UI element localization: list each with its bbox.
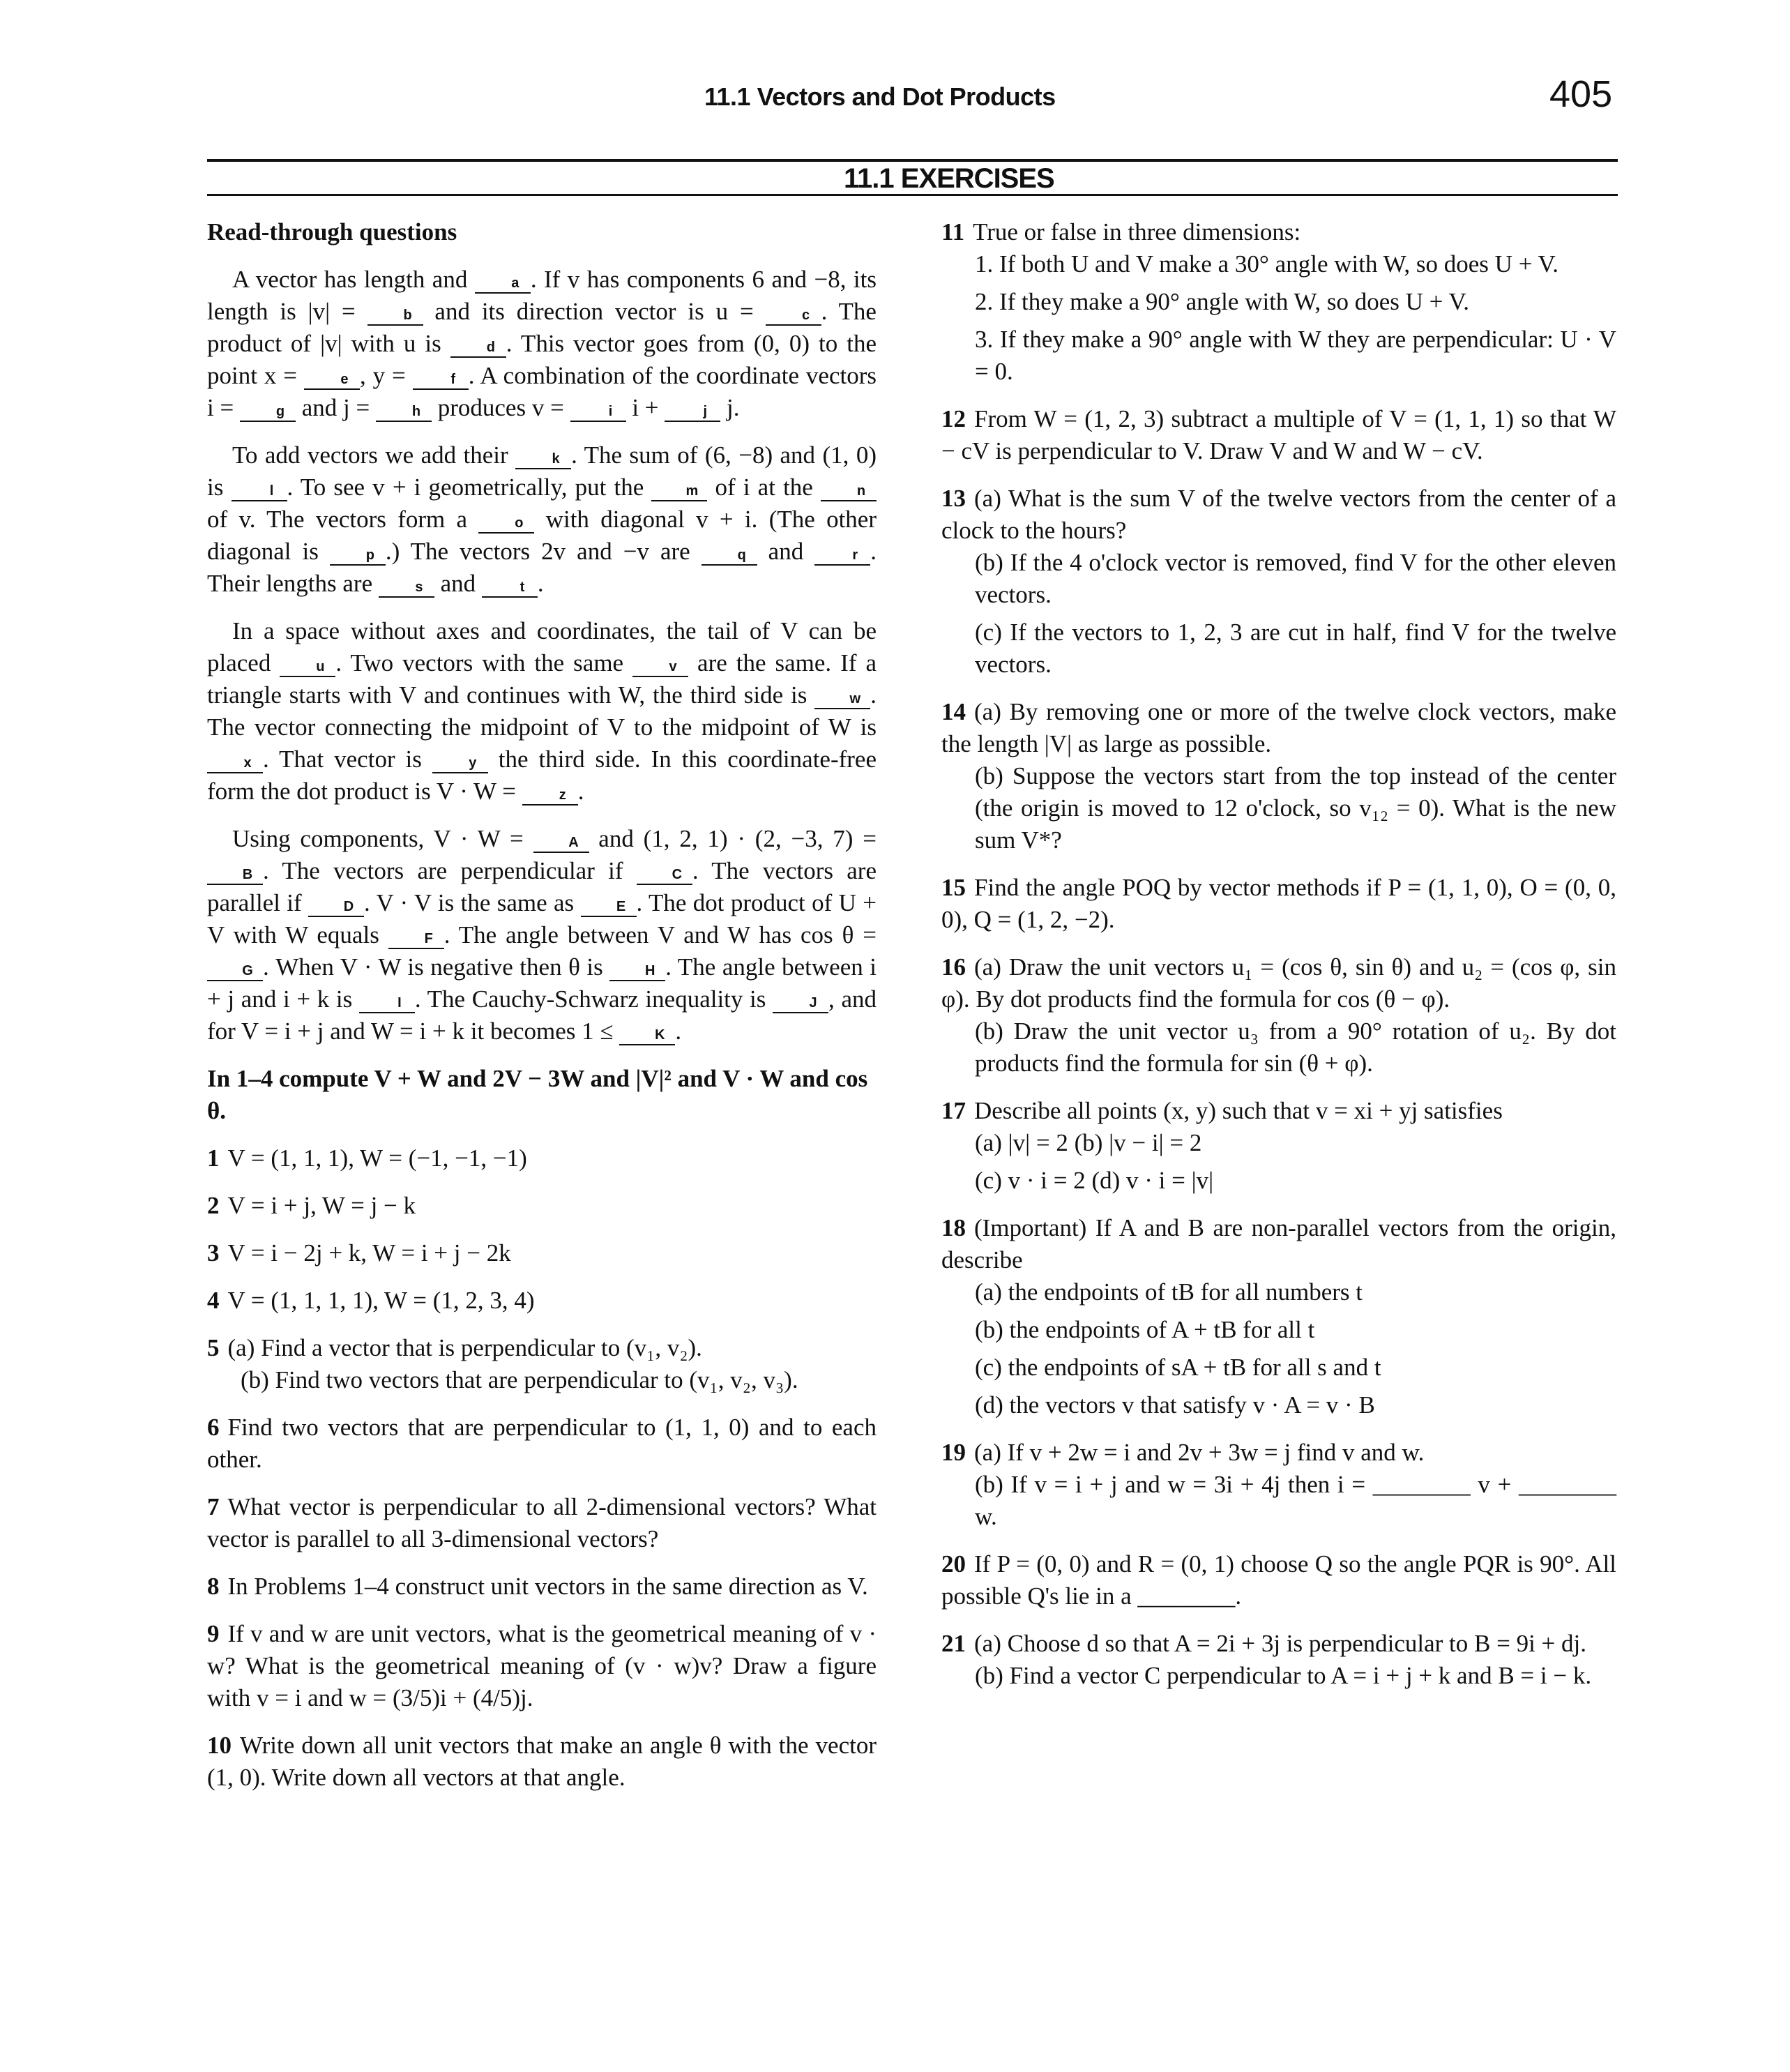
right-problems: [941, 216, 1616, 1692]
problem-subpart: 3. If they make a 90° angle with W they are perpendicular: U · V = 0.: [975, 326, 1616, 385]
problem-number: 8: [207, 1573, 220, 1600]
answer-blank-G: G: [207, 962, 263, 981]
problem-subpart: (b) If v = i + j and w = 3i + 4j then i = ________ v + ________ w.: [975, 1471, 1616, 1530]
paragraph-text: . The Cauchy-Schwarz inequality is: [414, 985, 773, 1013]
problem-2: [207, 1190, 877, 1222]
divider: [207, 159, 1618, 162]
paragraph-text: j.: [720, 394, 740, 421]
problem-number: 18: [941, 1214, 966, 1241]
read-through-questions: [207, 264, 877, 1048]
answer-blank-a: a: [475, 274, 531, 294]
problem-text: Write down all unit vectors that make an angle θ with the vector (1, 0). Write down all vectors at that angle.: [207, 1732, 877, 1791]
read-through-paragraph: [207, 439, 877, 600]
paragraph-text: .) The vectors 2v and −v are: [385, 538, 701, 565]
answer-blank-c: c: [766, 306, 821, 326]
problem-statement: [941, 951, 1616, 1015]
problem-subpart: (b) Find two vectors that are perpendicular to (v₁, v₂, v₃).: [241, 1366, 798, 1393]
answer-blank-J: J: [773, 994, 828, 1013]
problem-12: [941, 403, 1616, 467]
answer-blank-f: f: [413, 370, 469, 390]
answer-blank-D: D: [308, 898, 364, 917]
problem-subpart: (b) Draw the unit vector u₃ from a 90° rotation of u₂. By dot products find the formula for sin (θ + φ).: [975, 1018, 1616, 1077]
page-number: 405: [1549, 73, 1613, 115]
problem-statement: [941, 696, 1616, 760]
problem-statement: [941, 1437, 1616, 1469]
answer-blank-w: w: [814, 690, 870, 709]
answer-blank-I: I: [359, 994, 415, 1013]
answer-blank-E: E: [581, 898, 637, 917]
answer-blank-B: B: [207, 865, 263, 885]
problem-text: (a) By removing one or more of the twelve clock vectors, make the length |V| as large as possible.: [941, 698, 1616, 757]
problem-subpart: (c) v · i = 2 (d) v · i = |v|: [975, 1167, 1214, 1194]
problem-number: 21: [941, 1630, 966, 1657]
answer-blank-y: y: [432, 754, 488, 773]
problem-text: V = (1, 1, 1), W = (−1, −1, −1): [227, 1144, 527, 1172]
problem-10: [207, 1730, 877, 1794]
problem-4: [207, 1285, 877, 1317]
read-through-paragraph: [207, 615, 877, 808]
paragraph-text: and: [434, 570, 482, 597]
problem-statement: [941, 1212, 1616, 1276]
problem-statement: [207, 1412, 877, 1476]
problem-subpart: (c) If the vectors to 1, 2, 3 are cut in half, find V for the twelve vectors.: [975, 619, 1616, 678]
problem-subpart: 2. If they make a 90° angle with W, so does U + V.: [975, 288, 1470, 315]
answer-blank-e: e: [304, 370, 360, 390]
paragraph-text: A vector has length and: [232, 266, 475, 293]
problem-statement: [207, 1237, 877, 1269]
left-problems: [207, 1142, 877, 1794]
problem-subpart: 1. If both U and V make a 30° angle with W, so does U + V.: [975, 250, 1559, 278]
answer-blank-z: z: [522, 786, 578, 806]
problem-statement: [207, 1571, 877, 1603]
problem-statement: [941, 403, 1616, 467]
paragraph-text: . The vectors are perpendicular if: [263, 857, 637, 884]
paragraph-text: To add vectors we add their: [232, 441, 516, 469]
problem-5: [207, 1332, 877, 1396]
problem-number: 15: [941, 874, 966, 901]
answer-blank-o: o: [478, 514, 534, 534]
problem-number: 9: [207, 1620, 220, 1647]
answer-blank-u: u: [280, 658, 335, 677]
answer-blank-A: A: [533, 833, 589, 853]
answer-blank-v: v: [632, 658, 688, 677]
problem-text: True or false in three dimensions:: [973, 218, 1301, 245]
left-column: [207, 216, 877, 1809]
answer-blank-h: h: [376, 402, 432, 422]
problem-number: 14: [941, 698, 966, 725]
problem-statement: [207, 1190, 877, 1222]
answer-blank-H: H: [609, 962, 665, 981]
paragraph-text: . Two vectors with the same: [335, 649, 633, 676]
problem-8: [207, 1571, 877, 1603]
paragraph-text: . This vector goes from (0, 0) to the point x =: [207, 330, 877, 389]
paragraph-text: . V · V is the same as: [364, 889, 581, 916]
problem-statement: [207, 1730, 877, 1794]
problem-text: If P = (0, 0) and R = (0, 1) choose Q so the angle PQR is 90°. All possible Q's lie in a ________.: [941, 1550, 1616, 1610]
problem-20: [941, 1548, 1616, 1612]
paragraph-text: . That vector is: [263, 746, 432, 773]
problem-subpart: (c) the endpoints of sA + tB for all s and t: [975, 1354, 1381, 1381]
paragraph-text: and: [757, 538, 815, 565]
paragraph-text: . The dot product of U + V with W equals: [207, 889, 877, 948]
problem-number: 2: [207, 1192, 220, 1219]
paragraph-text: the third side. In this coordinate-free form the dot product is V · W =: [207, 746, 877, 805]
problem-text: Describe all points (x, y) such that v = xi + yj satisfies: [974, 1097, 1503, 1124]
answer-blank-l: l: [232, 482, 287, 501]
answer-blank-g: g: [240, 402, 296, 422]
instruction: In 1–4 compute V + W and 2V − 3W and |V|² and V · W and cos θ.: [207, 1065, 868, 1124]
paragraph-text: of i at the: [707, 474, 821, 501]
problem-number: 10: [207, 1732, 232, 1759]
paragraph-text: . If v has components 6 and −8, its length is |v| =: [207, 266, 877, 325]
problem-statement: [941, 216, 1616, 248]
answer-blank-t: t: [482, 578, 538, 598]
problem-statement: [941, 872, 1616, 936]
problem-text: V = i − 2j + k, W = i + j − 2k: [227, 1239, 511, 1266]
paragraph-text: Using components, V · W =: [232, 825, 533, 852]
paragraph-text: .: [675, 1018, 682, 1045]
problem-statement: [941, 483, 1616, 547]
problem-text: (a) Choose d so that A = 2i + 3j is perpendicular to B = 9i + dj.: [974, 1630, 1587, 1657]
problem-number: 17: [941, 1097, 966, 1124]
right-column: [941, 216, 1616, 1707]
problem-subpart: (b) Find a vector C perpendicular to A = i + j + k and B = i − k.: [975, 1662, 1592, 1689]
answer-blank-b: b: [367, 306, 423, 326]
paragraph-text: with diagonal v + i. (The other diagonal is: [207, 506, 877, 565]
problem-subpart: (b) If the 4 o'clock vector is removed, find V for the other eleven vectors.: [975, 549, 1616, 608]
problem-text: In Problems 1–4 construct unit vectors in the same direction as V.: [227, 1573, 868, 1600]
problem-statement: [941, 1548, 1616, 1612]
problem-number: 4: [207, 1287, 220, 1314]
problem-9: [207, 1618, 877, 1714]
problem-number: 7: [207, 1493, 220, 1520]
paragraph-text: . The vector connecting the midpoint of V to the midpoint of W is: [207, 681, 877, 741]
paragraph-text: produces v =: [431, 394, 570, 421]
problem-text: V = i + j, W = j − k: [227, 1192, 416, 1219]
problem-subpart: (b) Suppose the vectors start from the top instead of the center (the origin is moved to 12 o'clock, so v₁₂ = 0). What is the new sum V*?: [975, 762, 1616, 854]
problem-text: V = (1, 1, 1, 1), W = (1, 2, 3, 4): [227, 1287, 535, 1314]
problem-text: (a) Find a vector that is perpendicular to (v₁, v₂).: [227, 1334, 702, 1361]
answer-blank-K: K: [619, 1026, 675, 1045]
problem-number: 13: [941, 485, 966, 512]
paragraph-text: , and for V = i + j and W = i + k it becomes 1 ≤: [207, 985, 877, 1045]
problem-18: [941, 1212, 1616, 1421]
problem-13: [941, 483, 1616, 681]
problem-subpart: (a) the endpoints of tB for all numbers t: [975, 1278, 1363, 1306]
read-through-paragraph: [207, 264, 877, 424]
problem-statement: [941, 1095, 1616, 1127]
running-title: 11.1 Vectors and Dot Products: [704, 82, 1056, 111]
section-title: 11.1 EXERCISES: [844, 163, 1054, 194]
answer-blank-F: F: [388, 930, 444, 949]
paragraph-text: . Their lengths are: [207, 538, 877, 597]
problem-17: [941, 1095, 1616, 1197]
answer-blank-d: d: [450, 338, 506, 358]
answer-blank-m: m: [651, 482, 707, 501]
problem-21: [941, 1628, 1616, 1692]
problem-number: 3: [207, 1239, 220, 1266]
answer-blank-s: s: [379, 578, 434, 598]
problem-statement: [207, 1491, 877, 1555]
paragraph-text: , y =: [359, 362, 413, 389]
problem-subpart: (d) the vectors v that satisfy v · A = v · B: [975, 1391, 1375, 1419]
answer-blank-k: k: [515, 450, 571, 469]
problem-number: 1: [207, 1144, 220, 1172]
paragraph-text: .: [537, 570, 544, 597]
problem-text: What vector is perpendicular to all 2-dimensional vectors? What vector is parallel to all 3-dimensional vectors?: [207, 1493, 877, 1552]
paragraph-text: and j =: [295, 394, 376, 421]
problem-14: [941, 696, 1616, 856]
problem-7: [207, 1491, 877, 1555]
paragraph-text: . The angle between V and W has cos θ =: [443, 921, 877, 948]
problem-3: [207, 1237, 877, 1269]
read-through-heading: Read-through questions: [207, 218, 457, 245]
paragraph-text: .: [577, 778, 584, 805]
problem-statement: [207, 1332, 877, 1364]
divider: [207, 194, 1618, 196]
answer-blank-j: j: [665, 402, 720, 422]
answer-blank-p: p: [330, 546, 386, 566]
paragraph-text: are the same. If a triangle starts with V and continues with W, the third side is: [207, 649, 877, 709]
paragraph-text: of v. The vectors form a: [207, 506, 479, 533]
paragraph-text: . A combination of the coordinate vectors i =: [207, 362, 877, 421]
problem-number: 16: [941, 953, 966, 981]
problem-number: 6: [207, 1414, 220, 1441]
problem-text: From W = (1, 2, 3) subtract a multiple of V = (1, 1, 1) so that W − cV is perpendicular to V. Draw V and W and W − cV.: [941, 405, 1616, 464]
problem-text: (a) What is the sum V of the twelve vectors from the center of a clock to the hours?: [941, 485, 1616, 544]
read-through-paragraph: [207, 823, 877, 1048]
answer-blank-C: C: [637, 865, 692, 885]
problem-number: 19: [941, 1439, 966, 1466]
paragraph-text: . The sum of (6, −8) and (1, 0) is: [207, 441, 877, 501]
paragraph-text: . The product of |v| with u is: [207, 298, 877, 357]
problem-6: [207, 1412, 877, 1476]
paragraph-text: . To see v + i geometrically, put the: [287, 474, 652, 501]
answer-blank-i: i: [570, 402, 626, 422]
paragraph-text: . When V · W is negative then θ is: [263, 953, 610, 981]
paragraph-text: In a space without axes and coordinates, the tail of V can be placed: [207, 617, 877, 676]
problem-text: (Important) If A and B are non-parallel vectors from the origin, describe: [941, 1214, 1616, 1273]
paragraph-text: . The angle between i + j and i + k is: [207, 953, 877, 1013]
answer-blank-n: n: [821, 482, 877, 501]
problem-number: 12: [941, 405, 966, 432]
answer-blank-r: r: [814, 546, 870, 566]
problem-11: [941, 216, 1616, 388]
problem-statement: [941, 1628, 1616, 1660]
answer-blank-q: q: [701, 546, 757, 566]
problem-number: 5: [207, 1334, 220, 1361]
problem-text: Find two vectors that are perpendicular to (1, 1, 0) and to each other.: [207, 1414, 877, 1473]
problem-number: 20: [941, 1550, 966, 1578]
problem-statement: [207, 1285, 877, 1317]
problem-text: If v and w are unit vectors, what is the geometrical meaning of v · w? What is the geometrical meaning of (v · w)v? Draw a figure with v = i and w = (3/5)i + (4/5)j.: [207, 1620, 877, 1711]
answer-blank-x: x: [207, 754, 263, 773]
problem-statement: [207, 1618, 877, 1714]
problem-16: [941, 951, 1616, 1080]
problem-number: 11: [941, 218, 965, 245]
problem-15: [941, 872, 1616, 936]
paragraph-text: and its direction vector is u =: [423, 298, 766, 325]
problem-1: [207, 1142, 877, 1174]
problem-text: (a) If v + 2w = i and 2v + 3w = j find v and w.: [974, 1439, 1425, 1466]
problem-19: [941, 1437, 1616, 1533]
paragraph-text: . The vectors are parallel if: [207, 857, 877, 916]
problem-text: (a) Draw the unit vectors u₁ = (cos θ, sin θ) and u₂ = (cos φ, sin φ). By dot products find the formula for cos (θ − φ).: [941, 953, 1616, 1013]
problem-text: Find the angle POQ by vector methods if P = (1, 1, 0), O = (0, 0, 0), Q = (1, 2, −2).: [941, 874, 1616, 933]
problem-subpart: (b) the endpoints of A + tB for all t: [975, 1316, 1315, 1343]
paragraph-text: and (1, 2, 1) · (2, −3, 7) =: [589, 825, 877, 852]
paragraph-text: i +: [625, 394, 665, 421]
problem-subpart: (a) |v| = 2 (b) |v − i| = 2: [975, 1129, 1202, 1156]
problem-statement: [207, 1142, 877, 1174]
